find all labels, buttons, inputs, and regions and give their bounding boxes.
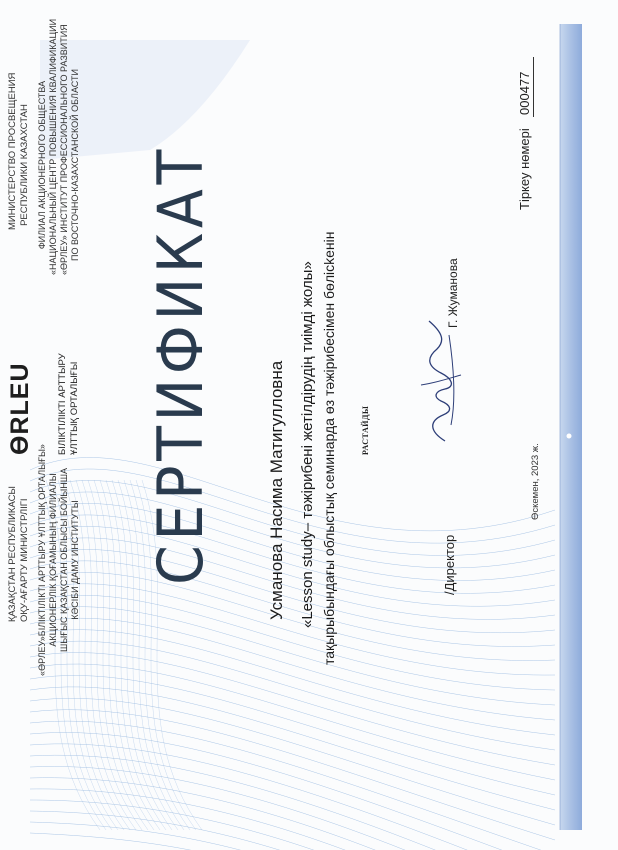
issuer-left-branch-line4: КӘСІБИ ДАМУ ИНСТИТУТЫ [70, 500, 80, 620]
logo-wordmark: ƟRLEU [6, 362, 34, 455]
issuer-right-ministry-line2: РЕСПУБЛИКИ КАЗАХСТАН [19, 104, 30, 226]
issuer-left-branch-line2: АКЦИОНЕРЛІК ҚОҒАМЫНЫҢ ФИЛИАЛЫ [48, 473, 58, 647]
issuer-right-branch-line4: ПО ВОСТОЧНО-КАЗАХСТАНСКОЙ ОБЛАСТИ [70, 69, 80, 261]
recipient-name: Усманова Насима Матигулловна [267, 360, 286, 620]
seminar-title: «Lesson study– тәжірибені жетілдірудің тиімді жолы» [299, 261, 316, 628]
city-year: Өскемен, 2023 ж. [530, 443, 541, 520]
registration-underline [533, 57, 534, 117]
issuer-right-ministry-line1: МИНИСТЕРСТВО ПРОСВЕЩЕНИЯ [7, 72, 18, 230]
registration-label: Тіркеу нөмері [517, 128, 532, 210]
issuer-left-branch-line3: ШЫҒЫС ҚАЗАҚСТАН ОБЛЫСЫ БОЙЫНША [59, 467, 69, 653]
participation-text: тақырыбындағы облыстық семинарда өз тәжірибесімен бөлісkенін [321, 231, 337, 665]
issuer-right-branch-line3: «ӨРЛЕУ» ИНСТИТУТ ПРОФЕССИОНАЛЬНОГО РАЗВИТИЯ [59, 24, 69, 275]
issuer-left-ministry-line1: ҚАЗАҚСТАН РЕСПУБЛИКАСЫ [7, 486, 18, 622]
confirmation-stamp: РАСТАЙДЫ [361, 405, 370, 455]
director-name: Г. Жуманова [446, 258, 460, 328]
logo-subtitle-line2: ҰЛТТЫҚ ОРТАЛЫҒЫ [69, 361, 80, 455]
registration-number: 000477 [517, 71, 532, 115]
issuer-right-branch-line1: ФИЛИАЛ АКЦИОНЕРНОГО ОБЩЕСТВА [37, 80, 47, 250]
director-label: /Директор [442, 534, 457, 595]
certificate-title: СЕРТИФИКАТ [144, 145, 217, 585]
logo-subtitle-line1: БІЛІКТІЛІКТІ АРТТЫРУ [57, 353, 68, 455]
issuer-left-branch-line1: «ӨРЛЕУ»БІЛІКТІЛІКТІ АРТТЫРУ ҰЛТТЫҚ ОРТАЛЫҒЫ» [37, 444, 47, 676]
issuer-left-ministry-line2: ОҚУ-АҒАРТУ МИНИСТРЛІГІ [19, 498, 30, 622]
director-signature [415, 315, 465, 445]
issuer-right-branch-line2: «НАЦИОНАЛЬНЫЙ ЦЕНТР ПОВЫШЕНИЯ КВАЛИФИКАЦИИ [48, 18, 58, 275]
